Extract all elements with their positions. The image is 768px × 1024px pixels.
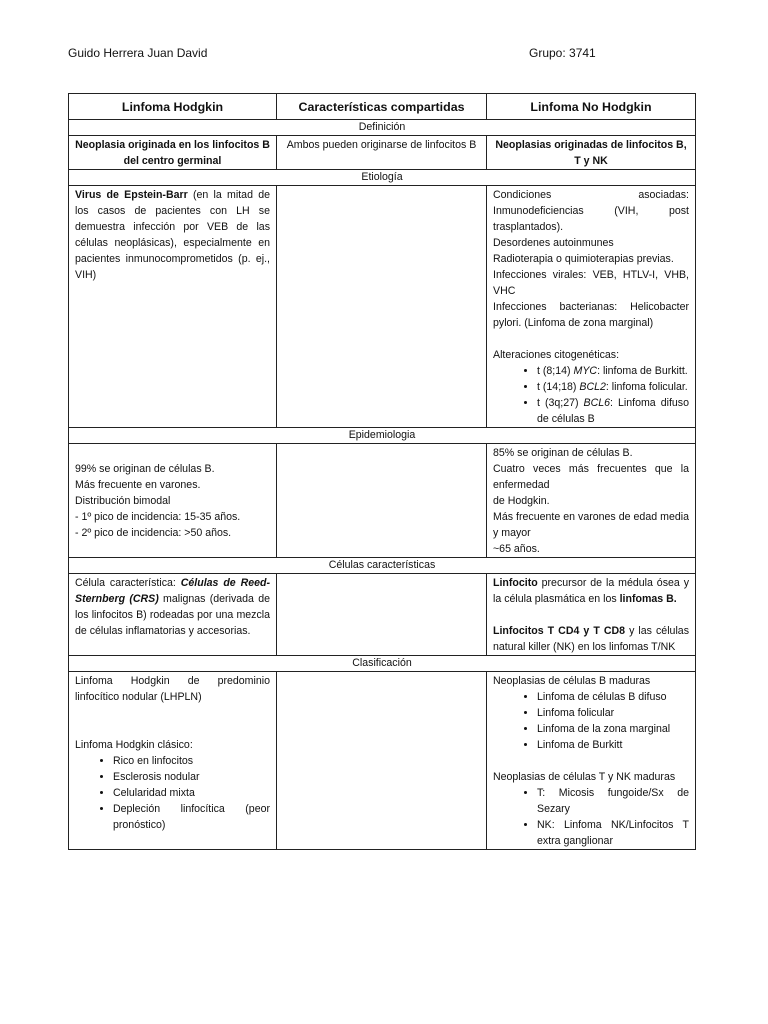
nh-cond-2: Desordenes autoinmunes — [493, 237, 614, 249]
definicion-non-hodgkin: Neoplasias originadas de linfocitos B, T y NK — [487, 136, 696, 170]
etiologia-hodgkin — [69, 186, 277, 428]
list-item: • t (8;14) MYC: linfoma de Burkitt. — [537, 363, 689, 379]
epi-nh-line: 85% se originan de células B. — [493, 447, 633, 459]
clasico-title: Linfoma Hodgkin clásico: — [75, 739, 193, 751]
definicion-hodgkin: Neoplasia originada en los linfocitos B del centro germinal — [69, 136, 277, 170]
list-item: • Linfoma de Burkitt — [537, 737, 689, 753]
nh-b-list — [493, 689, 689, 753]
group-label: Grupo: 3741 — [529, 46, 596, 60]
definicion-shared: Ambos pueden originarse de linfocitos B — [277, 136, 487, 170]
celulas-hodgkin: Célula característica: Células de Reed-Sternberg (CRS) malignas (derivada de los linfocitos B) rodeadas por una mezcla de células inflamatorias y accesorias. — [69, 574, 277, 656]
nh-tnk-list — [493, 785, 689, 849]
section-definicion: Definición — [69, 120, 696, 136]
table-header-row — [69, 94, 696, 120]
col-header-hodgkin: Linfoma Hodgkin — [69, 94, 277, 120]
row-celulas — [69, 574, 696, 656]
clasico-list — [75, 753, 270, 833]
section-etiologia: Etiología — [69, 170, 696, 186]
list-item: • Linfoma de la zona marginal — [537, 721, 689, 737]
epi-nh-line: Más frecuente en varones de edad media y mayor — [493, 511, 689, 539]
list-item: • Depleción linfocítica (peor pronóstico) — [113, 801, 270, 833]
ebv-label: Virus de Epstein-Barr — [75, 189, 188, 201]
celulas-nh-t: Linfocitos T CD4 y T CD8 y las células natural killer (NK) en los linfomas T/NK — [493, 625, 689, 653]
list-item: • Linfoma de células B difuso — [537, 689, 689, 705]
ebv-text: (en la mitad de los casos de pacientes con LH se demuestra infección por VEB de las células neoplásicas), especialmente en pacientes inmunocomprometidos (p. ej., VIH) — [75, 189, 270, 281]
list-item: • NK: Linfoma NK/Linfocitos T extra ganglionar — [537, 817, 689, 849]
epidemiologia-shared — [277, 444, 487, 558]
epi-h-line: - 2º pico de incidencia: >50 años. — [75, 527, 232, 539]
student-name: Guido Herrera Juan David — [68, 46, 208, 60]
nh-cond-3: Radioterapia o quimioterapias previas. — [493, 253, 674, 265]
epi-nh-line: de Hodgkin. — [493, 495, 550, 507]
clasificacion-shared — [277, 672, 487, 850]
clasificacion-non-hodgkin — [487, 672, 696, 850]
epi-h-line: 99% se originan de células B. — [75, 463, 215, 475]
epidemiologia-hodgkin — [69, 444, 277, 558]
epi-nh-line: Cuatro veces más frecuentes que la enfermedad — [493, 463, 689, 491]
celulas-nh-b: Linfocito precursor de la médula ósea y la célula plasmática en los linfomas B. — [493, 577, 689, 605]
epi-nh-line: ~65 años. — [493, 543, 540, 555]
nh-b-title: Neoplasias de células B maduras — [493, 675, 651, 687]
row-definicion — [69, 136, 696, 170]
list-item: • t (14;18) BCL2: linfoma folicular. — [537, 379, 689, 395]
cyto-title: Alteraciones citogenéticas: — [493, 349, 620, 361]
row-etiologia — [69, 186, 696, 428]
celulas-shared — [277, 574, 487, 656]
reed-sternberg-label: Células de Reed-Sternberg (CRS) — [75, 577, 270, 605]
cyto-list — [493, 363, 689, 427]
etiologia-non-hodgkin — [487, 186, 696, 428]
nh-tnk-title: Neoplasias de células T y NK maduras — [493, 771, 676, 783]
celulas-non-hodgkin — [487, 574, 696, 656]
epi-h-line: - 1º pico de incidencia: 15-35 años. — [75, 511, 241, 523]
list-item: • Linfoma folicular — [537, 705, 689, 721]
etiologia-shared — [277, 186, 487, 428]
epidemiologia-non-hodgkin — [487, 444, 696, 558]
lhpln-text: Linfoma Hodgkin de predominio linfocítico nodular (LHPLN) — [75, 675, 270, 703]
row-clasificacion — [69, 672, 696, 850]
nh-cond-1: Condiciones asociadas: Inmunodeficiencias (VIH, post trasplantados). — [493, 189, 689, 233]
section-clasificacion: Clasificación — [69, 656, 696, 672]
row-epidemiologia — [69, 444, 696, 558]
nh-cond-5: Infecciones bacterianas: Helicobacter pylori. (Linfoma de zona marginal) — [493, 301, 689, 329]
col-header-shared: Características compartidas — [277, 94, 487, 120]
clasificacion-hodgkin — [69, 672, 277, 850]
epi-h-line: Más frecuente en varones. — [75, 479, 201, 491]
list-item: • Esclerosis nodular — [113, 769, 270, 785]
list-item: • T: Micosis fungoide/Sx de Sezary — [537, 785, 689, 817]
comparison-table — [68, 93, 696, 850]
section-celulas: Células características — [69, 558, 696, 574]
list-item: • t (3q;27) BCL6: Linfoma difuso de células B — [537, 395, 689, 427]
epi-h-line: Distribución bimodal — [75, 495, 171, 507]
section-epidemiologia: Epidemiologia — [69, 428, 696, 444]
list-item: • Rico en linfocitos — [113, 753, 270, 769]
col-header-non-hodgkin: Linfoma No Hodgkin — [487, 94, 696, 120]
list-item: • Celularidad mixta — [113, 785, 270, 801]
nh-cond-4: Infecciones virales: VEB, HTLV-I, VHB, VHC — [493, 269, 689, 297]
